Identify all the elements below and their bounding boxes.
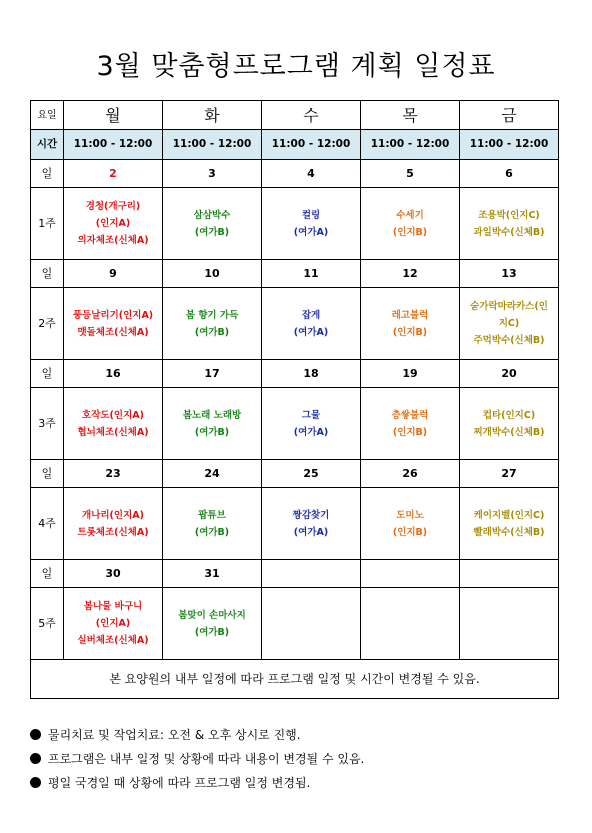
weekday-mon: 월 [64, 101, 163, 130]
program-cell [64, 288, 163, 360]
program-row [31, 388, 559, 460]
program-line: (인지A) [95, 618, 131, 629]
date-row [31, 260, 559, 288]
program-line: 경청(개구리) [85, 201, 141, 212]
week-label: 2주 [31, 288, 64, 360]
time-cell: 11:00 - 12:00 [262, 130, 361, 160]
program-line: 협뇌체조(신체A) [77, 426, 149, 438]
day-label: 요일 [31, 101, 64, 130]
time-cell: 11:00 - 12:00 [460, 130, 559, 160]
date-label: 일 [31, 260, 64, 288]
program-line: 케이지벨(인지C) [473, 509, 545, 521]
program-line: (여가A) [293, 226, 329, 238]
note-text: 물리치료 및 작업치료: 오전 & 오후 상시로 진행. [48, 727, 301, 742]
program-cell [361, 288, 460, 360]
program-line: 그물 [301, 409, 321, 421]
program-cell [361, 388, 460, 460]
program-line: 도미노 [396, 509, 424, 521]
date-row [31, 360, 559, 388]
program-line: (인지B) [392, 426, 428, 438]
program-line: 찌개박수(신체B) [473, 426, 545, 438]
notes-list [30, 722, 364, 794]
time-cell: 11:00 - 12:00 [163, 130, 262, 160]
program-cell [163, 288, 262, 360]
date-cell: 18 [262, 360, 361, 388]
bullet-icon [30, 777, 41, 788]
program-cell [262, 288, 361, 360]
date-cell: 3 [163, 160, 262, 188]
program-line: (여가B) [194, 526, 230, 538]
time-row [31, 130, 559, 160]
program-cell [460, 288, 559, 360]
program-line: (여가B) [194, 326, 230, 338]
date-cell: 6 [460, 160, 559, 188]
date-cell: 11 [262, 260, 361, 288]
bullet-icon [30, 753, 41, 764]
date-cell [460, 560, 559, 588]
program-line: (여가A) [293, 326, 329, 338]
program-line: 조용박(인지C) [478, 209, 540, 221]
program-cell [163, 188, 262, 260]
week-label: 1주 [31, 188, 64, 260]
program-cell [361, 588, 460, 660]
program-line: 지C) [498, 318, 520, 329]
date-cell: 12 [361, 260, 460, 288]
date-cell: 17 [163, 360, 262, 388]
weekday-thu: 목 [361, 101, 460, 130]
date-cell: 27 [460, 460, 559, 488]
program-row [31, 288, 559, 360]
program-line: (여가B) [194, 426, 230, 438]
date-row [31, 160, 559, 188]
weekday-tue: 화 [163, 101, 262, 130]
program-row [31, 588, 559, 660]
program-line: (인지A) [95, 218, 131, 229]
notice-row [31, 660, 559, 699]
program-row [31, 188, 559, 260]
program-line: 개나리(인지A) [82, 509, 144, 521]
program-cell [460, 488, 559, 560]
program-line: 수세기 [396, 209, 424, 221]
program-line: 주먹박수(신체B) [473, 335, 545, 346]
time-label: 시간 [31, 130, 64, 160]
weekday-fri: 금 [460, 101, 559, 130]
date-cell: 20 [460, 360, 559, 388]
program-line: 잡게 [301, 309, 321, 321]
program-line: (여가B) [194, 226, 230, 238]
program-line: 트롯체조(신체A) [77, 526, 149, 538]
date-cell [361, 560, 460, 588]
program-line: (인지B) [392, 526, 428, 538]
date-cell: 2 [64, 160, 163, 188]
date-label: 일 [31, 460, 64, 488]
date-label: 일 [31, 160, 64, 188]
program-line: (인지B) [392, 326, 428, 338]
date-label: 일 [31, 560, 64, 588]
weekday-header-row [31, 101, 559, 130]
program-line: 실버체조(신체A) [77, 635, 149, 646]
bullet-icon [30, 729, 41, 740]
program-cell [64, 388, 163, 460]
week-label: 4주 [31, 488, 64, 560]
program-line: (여가A) [293, 526, 329, 538]
program-line: 삼삼박수 [193, 209, 231, 221]
program-cell [163, 488, 262, 560]
weekday-wed: 수 [262, 101, 361, 130]
program-cell [262, 588, 361, 660]
program-line: 컬링 [301, 209, 321, 221]
note-item [30, 746, 364, 770]
program-cell [460, 388, 559, 460]
program-cell [64, 188, 163, 260]
note-text: 프로그램은 내부 일정 및 상황에 따라 내용이 변경될 수 있음. [48, 751, 365, 766]
note-text: 평일 국경일 때 상황에 따라 프로그램 일정 변경됨. [48, 775, 311, 790]
date-cell: 23 [64, 460, 163, 488]
date-cell: 31 [163, 560, 262, 588]
program-line: 층쌓블럭 [391, 409, 429, 421]
program-line: 레고블럭 [391, 309, 429, 321]
program-cell [262, 388, 361, 460]
program-line: 호작도(인지A) [82, 409, 144, 421]
program-cell [163, 588, 262, 660]
program-cell [163, 388, 262, 460]
program-line: 의자체조(신체A) [77, 235, 149, 246]
time-cell: 11:00 - 12:00 [64, 130, 163, 160]
program-cell [64, 588, 163, 660]
program-line: (인지B) [392, 226, 428, 238]
date-cell: 30 [64, 560, 163, 588]
notice-text: 본 요양원의 내부 일정에 따라 프로그램 일정 및 시간이 변경될 수 있음. [31, 660, 559, 699]
page-title: 3월 맞춤형프로그램 계획 일정표 [96, 51, 496, 82]
program-line: 컵타(인지C) [482, 409, 536, 421]
program-cell [262, 188, 361, 260]
date-cell: 10 [163, 260, 262, 288]
program-line: (여가A) [293, 426, 329, 438]
date-cell: 19 [361, 360, 460, 388]
date-cell: 4 [262, 160, 361, 188]
program-cell [64, 488, 163, 560]
date-cell [262, 560, 361, 588]
program-row [31, 488, 559, 560]
program-cell [460, 188, 559, 260]
schedule-table [30, 100, 559, 699]
date-cell: 13 [460, 260, 559, 288]
date-label: 일 [31, 360, 64, 388]
note-item [30, 770, 364, 794]
program-line: 숟가락마라카스(인 [470, 301, 548, 312]
date-cell: 26 [361, 460, 460, 488]
date-cell: 5 [361, 160, 460, 188]
date-cell: 24 [163, 460, 262, 488]
week-label: 3주 [31, 388, 64, 460]
program-line: 풍등날리기(인지A) [72, 309, 154, 321]
week-label: 5주 [31, 588, 64, 660]
program-line: 봄맞이 손마사지 [178, 609, 246, 621]
date-cell: 9 [64, 260, 163, 288]
program-line: 맷돌체조(신체A) [77, 326, 149, 338]
date-cell: 16 [64, 360, 163, 388]
note-item [30, 722, 364, 746]
program-line: 봄 향기 가득 [185, 309, 239, 321]
program-cell [460, 588, 559, 660]
time-cell: 11:00 - 12:00 [361, 130, 460, 160]
program-line: 과일박수(신체B) [473, 226, 545, 238]
program-line: 봄나물 바구니 [83, 601, 143, 612]
program-line: 팝튜브 [198, 509, 226, 521]
program-line: (여가B) [194, 626, 230, 638]
date-cell: 25 [262, 460, 361, 488]
program-cell [361, 188, 460, 260]
program-line: 빨래박수(신체B) [473, 526, 545, 538]
date-row [31, 460, 559, 488]
program-cell [262, 488, 361, 560]
program-line: 봄노래 노래방 [182, 409, 242, 421]
program-cell [361, 488, 460, 560]
date-row [31, 560, 559, 588]
program-line: 짱감찾기 [292, 509, 330, 521]
